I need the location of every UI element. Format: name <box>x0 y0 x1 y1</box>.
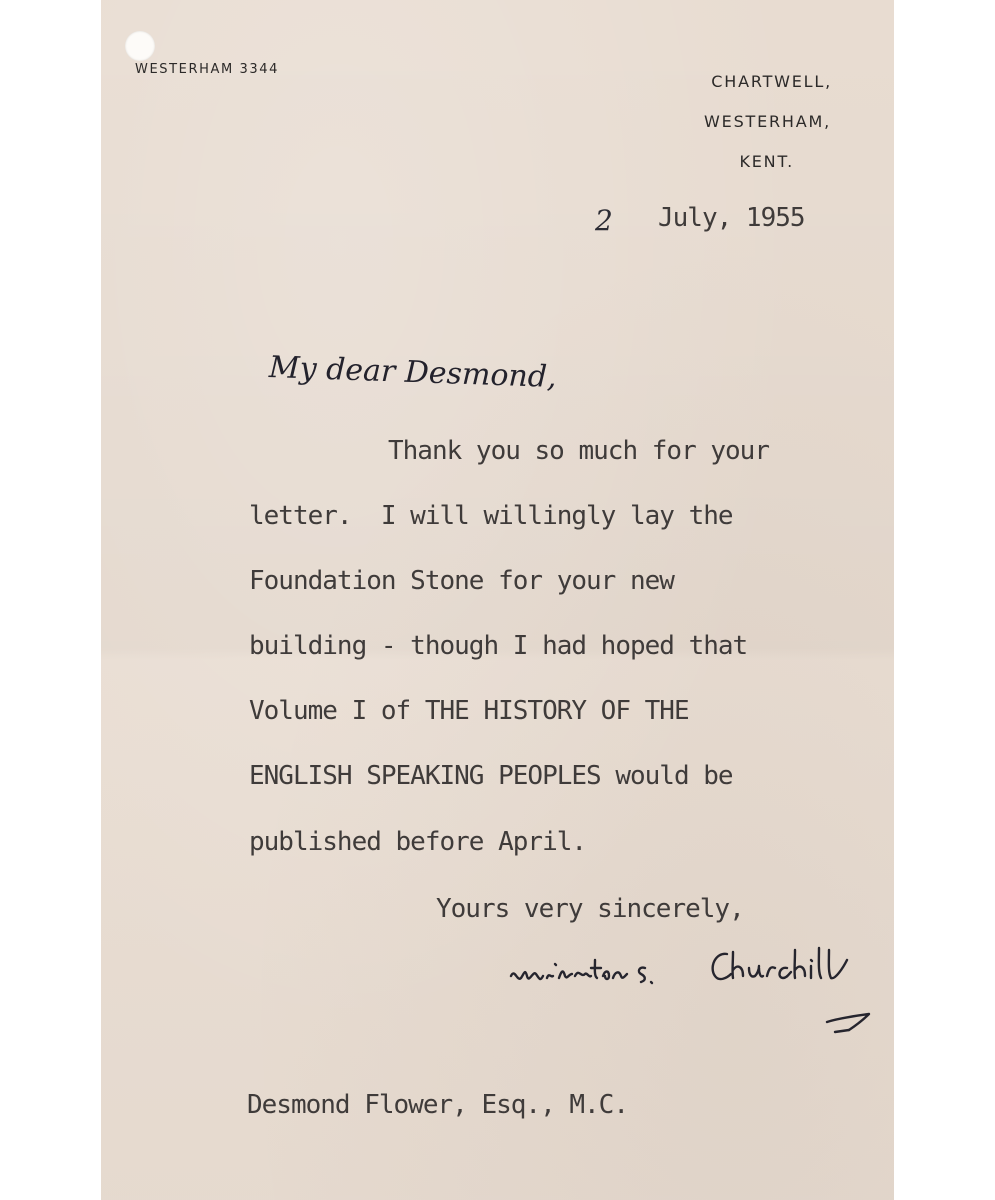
date-typed: July, 1955 <box>658 203 805 233</box>
body-line: published before April. <box>249 827 587 857</box>
punch-hole <box>125 31 155 61</box>
letterhead-phone: WESTERHAM 3344 <box>135 62 280 77</box>
date-day-handwritten: 2 <box>595 204 613 237</box>
signature <box>509 938 889 1048</box>
body-line: Volume I of THE HISTORY OF THE <box>249 696 689 726</box>
body-line: Thank you so much for your <box>388 436 769 466</box>
closing: Yours very sincerely, <box>436 894 744 924</box>
letter-paper <box>101 0 894 1200</box>
salutation-handwritten: My dear Desmond, <box>268 350 558 396</box>
recipient: Desmond Flower, Esq., M.C. <box>247 1090 628 1120</box>
body-line: ENGLISH SPEAKING PEOPLES would be <box>249 761 733 791</box>
address-line: CHARTWELL, <box>711 72 832 91</box>
letterhead-address <box>704 62 832 182</box>
body-line: building - though I had hoped that <box>249 631 748 661</box>
body-line: letter. I will willingly lay the <box>249 501 733 531</box>
address-line: WESTERHAM, <box>704 112 831 131</box>
address-line: KENT. <box>739 152 794 171</box>
body-line: Foundation Stone for your new <box>249 566 674 596</box>
